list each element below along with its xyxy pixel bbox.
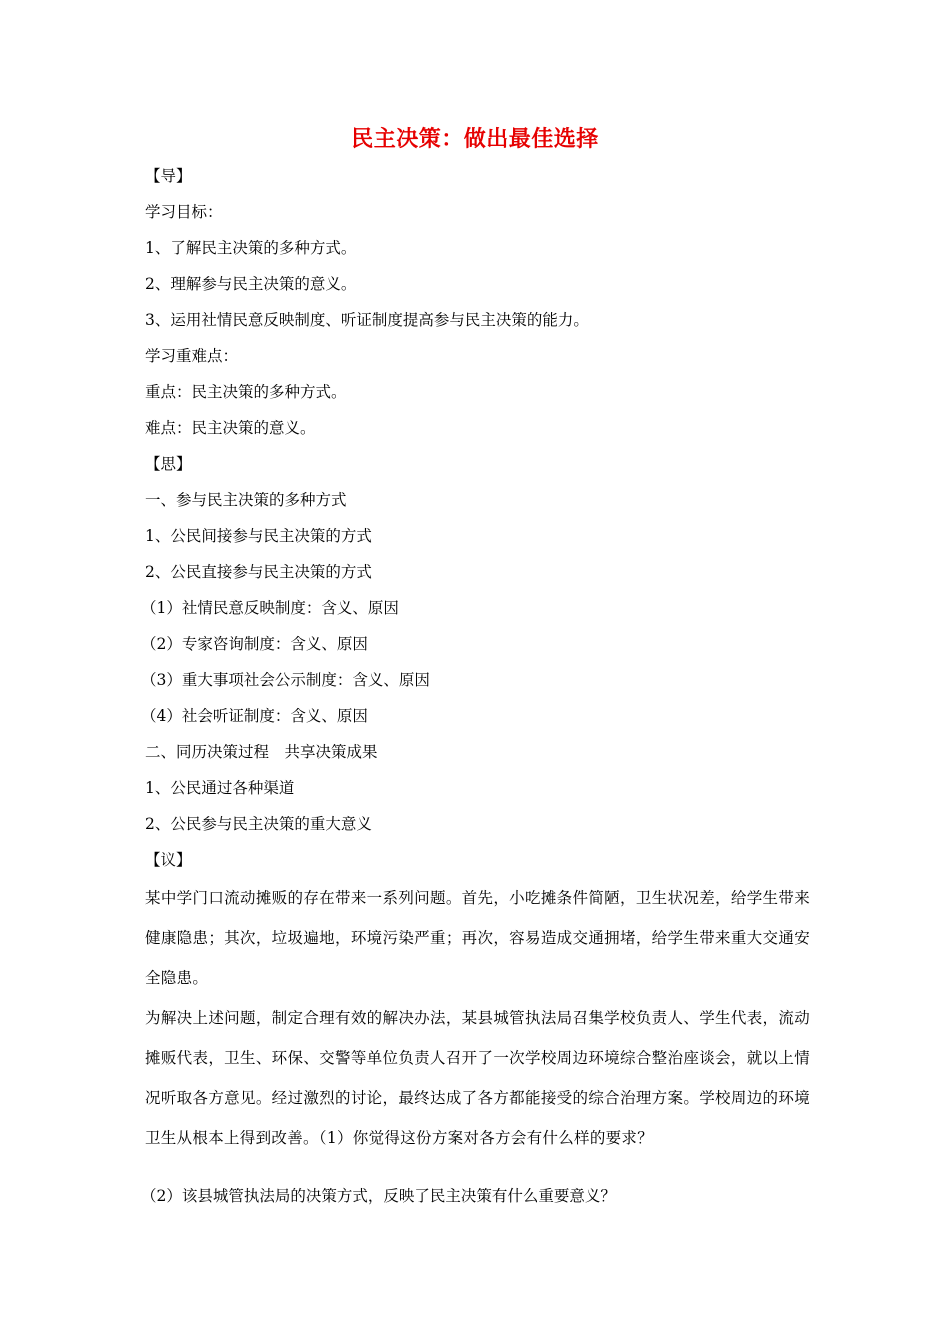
part1-subitem: （3）重大事项社会公示制度：含义、原因 [141, 671, 430, 689]
key-label: 学习重难点： [145, 347, 239, 365]
question-2: （2）该县城管执法局的决策方式，反映了民主决策有什么重要意义？ [141, 1187, 616, 1205]
part1-title: 一、参与民主决策的多种方式 [145, 491, 347, 509]
section-heading-yi: 【议】 [145, 851, 192, 869]
objectives-label: 学习目标： [145, 203, 223, 221]
part2-title: 二、同历决策过程 共享决策成果 [145, 743, 378, 761]
part2-item: 2、公民参与民主决策的重大意义 [145, 815, 372, 833]
page-title: 民主决策：做出最佳选择 [351, 126, 599, 152]
section-heading-si: 【思】 [145, 455, 192, 473]
part2-item: 1、公民通过各种渠道 [145, 779, 295, 797]
difficult-point: 难点：民主决策的意义。 [145, 419, 316, 437]
objective-item: 3、运用社情民意反映制度、听证制度提高参与民主决策的能力。 [145, 311, 589, 329]
part1-subitem: （2）专家咨询制度：含义、原因 [141, 635, 368, 653]
part1-item: 1、公民间接参与民主决策的方式 [145, 527, 372, 545]
key-point: 重点：民主决策的多种方式。 [145, 383, 347, 401]
document-body [141, 158, 810, 1214]
objective-item: 1、了解民主决策的多种方式。 [145, 239, 357, 257]
section-heading-dao: 【导】 [145, 167, 192, 185]
part1-subitem: （4）社会听证制度：含义、原因 [141, 707, 368, 725]
part1-subitem: （1）社情民意反映制度：含义、原因 [141, 599, 399, 617]
case-paragraph-1: 某中学门口流动摊贩的存在带来一系列问题。首先，小吃摊条件简陋，卫生状况差，给学生带来健康隐患；其次，垃圾遍地，环境污染严重；再次，容易造成交通拥堵，给学生带来重大交通安全隐患。 [145, 889, 810, 987]
part1-item: 2、公民直接参与民主决策的方式 [145, 563, 372, 581]
objective-item: 2、理解参与民主决策的意义。 [145, 275, 357, 293]
case-paragraph-2: 为解决上述问题，制定合理有效的解决办法，某县城管执法局召集学校负责人、学生代表，流动摊贩代表，卫生、环保、交警等单位负责人召开了一次学校周边环境综合整治座谈会，就以上情况听取各方意见。经过激烈的讨论，最终达成了各方都能接受的综合治理方案。学校周边的环境卫生从根本上得到改善。（1）你觉得这份方案对各方会有什么样的要求？ [145, 1009, 810, 1147]
